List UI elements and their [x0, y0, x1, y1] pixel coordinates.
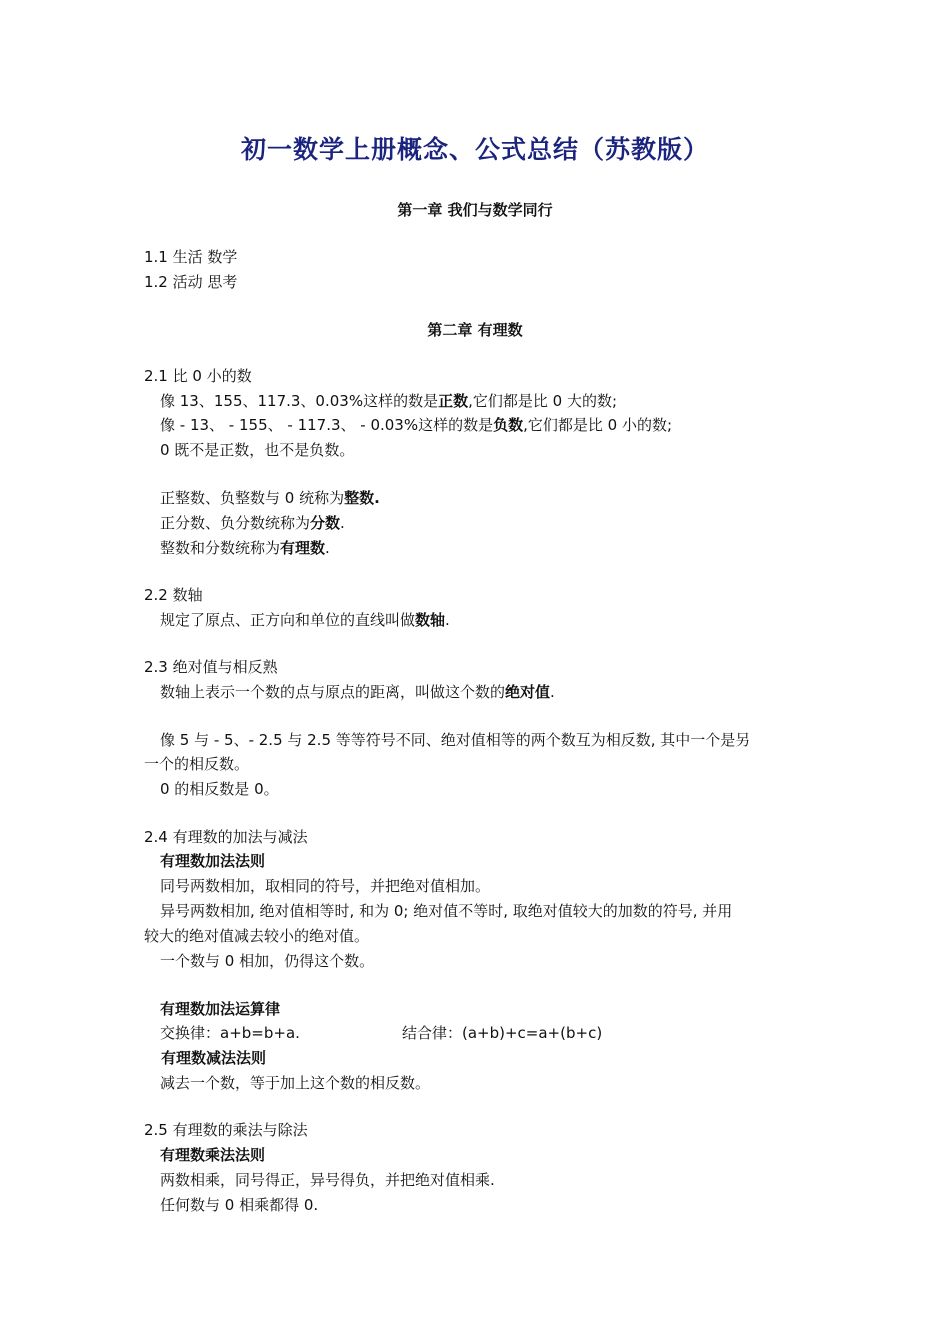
- document-title: 初一数学上册概念、公式总结（苏教版）: [240, 135, 709, 164]
- multiplication-rule-sign: 两数相乘，同号得正，异号得负，并把绝对值相乘.: [160, 1171, 495, 1189]
- section-2-5-heading: 2.5 有理数的乘法与除法: [144, 1121, 308, 1139]
- opposite-number-definition-cont: 一个的相反数。: [144, 755, 250, 773]
- term-negative: 负数: [493, 416, 524, 434]
- absolute-value-definition: 数轴上表示一个数的点与原点的距离，叫做这个数的绝对值.: [160, 683, 555, 701]
- chapter-2-heading: 第二章 有理数: [427, 321, 523, 339]
- section-2-2-heading: 2.2 数轴: [144, 586, 203, 604]
- section-1-2: 1.2 活动 思考: [144, 273, 238, 291]
- subtraction-rule: 减去一个数，等于加上这个数的相反数。: [160, 1074, 431, 1092]
- multiplication-rule-zero: 任何数与 0 相乘都得 0.: [160, 1196, 319, 1214]
- term-positive: 正数: [438, 392, 469, 410]
- fraction-definition: 正分数、负分数统称为分数.: [160, 514, 345, 532]
- zero-opposite-note: 0 的相反数是 0。: [160, 780, 279, 798]
- term-rational: 有理数: [280, 539, 326, 557]
- multiplication-rule-heading: 有理数乘法法则: [160, 1146, 266, 1164]
- rational-definition: 整数和分数统称为有理数.: [160, 539, 330, 557]
- term-fraction: 分数: [310, 514, 341, 532]
- associative-law: 结合律：(a+b)+c=a+(b+c): [402, 1024, 603, 1042]
- addition-rule-zero: 一个数与 0 相加，仍得这个数。: [160, 952, 375, 970]
- addition-rule-same-sign: 同号两数相加，取相同的符号，并把绝对值相加。: [160, 877, 491, 895]
- chapter-1-heading: 第一章 我们与数学同行: [397, 201, 553, 219]
- addition-rule-diff-sign: 异号两数相加, 绝对值相等时, 和为 0; 绝对值不等时, 取绝对值较大的加数的符号, 并用: [160, 902, 733, 920]
- addition-rule-diff-sign-cont: 较大的绝对值减去较小的绝对值。: [144, 927, 370, 945]
- section-1-1: 1.1 生活 数学: [144, 248, 238, 266]
- term-integer: 整数.: [344, 489, 380, 507]
- addition-rule-heading: 有理数加法法则: [160, 852, 266, 870]
- addition-laws: [160, 1021, 830, 1045]
- term-number-line: 数轴: [415, 611, 446, 629]
- subtraction-rule-heading: 有理数减法法则: [161, 1049, 267, 1067]
- section-2-4-heading: 2.4 有理数的加法与减法: [144, 828, 308, 846]
- zero-note: 0 既不是正数，也不是负数。: [160, 441, 355, 459]
- negative-number-definition: 像 - 13、 - 155、 - 117.3、 - 0.03%这样的数是负数,它们都是比 0 小的数;: [160, 416, 673, 434]
- commutative-law: 交换律：a+b=b+a.: [160, 1024, 300, 1042]
- section-2-3-heading: 2.3 绝对值与相反熟: [144, 658, 278, 676]
- opposite-number-definition: 像 5 与 - 5、- 2.5 与 2.5 等等符号不同、绝对值相等的两个数互为相反数, 其中一个是另: [160, 731, 751, 749]
- positive-number-definition: 像 13、155、117.3、0.03%这样的数是正数,它们都是比 0 大的数;: [160, 392, 618, 410]
- integer-definition: 正整数、负整数与 0 统称为整数.: [160, 489, 380, 507]
- term-absolute-value: 绝对值: [505, 683, 551, 701]
- section-2-1-heading: 2.1 比 0 小的数: [144, 367, 252, 385]
- number-line-definition: 规定了原点、正方向和单位的直线叫做数轴.: [160, 611, 450, 629]
- addition-laws-heading: 有理数加法运算律: [160, 1000, 281, 1018]
